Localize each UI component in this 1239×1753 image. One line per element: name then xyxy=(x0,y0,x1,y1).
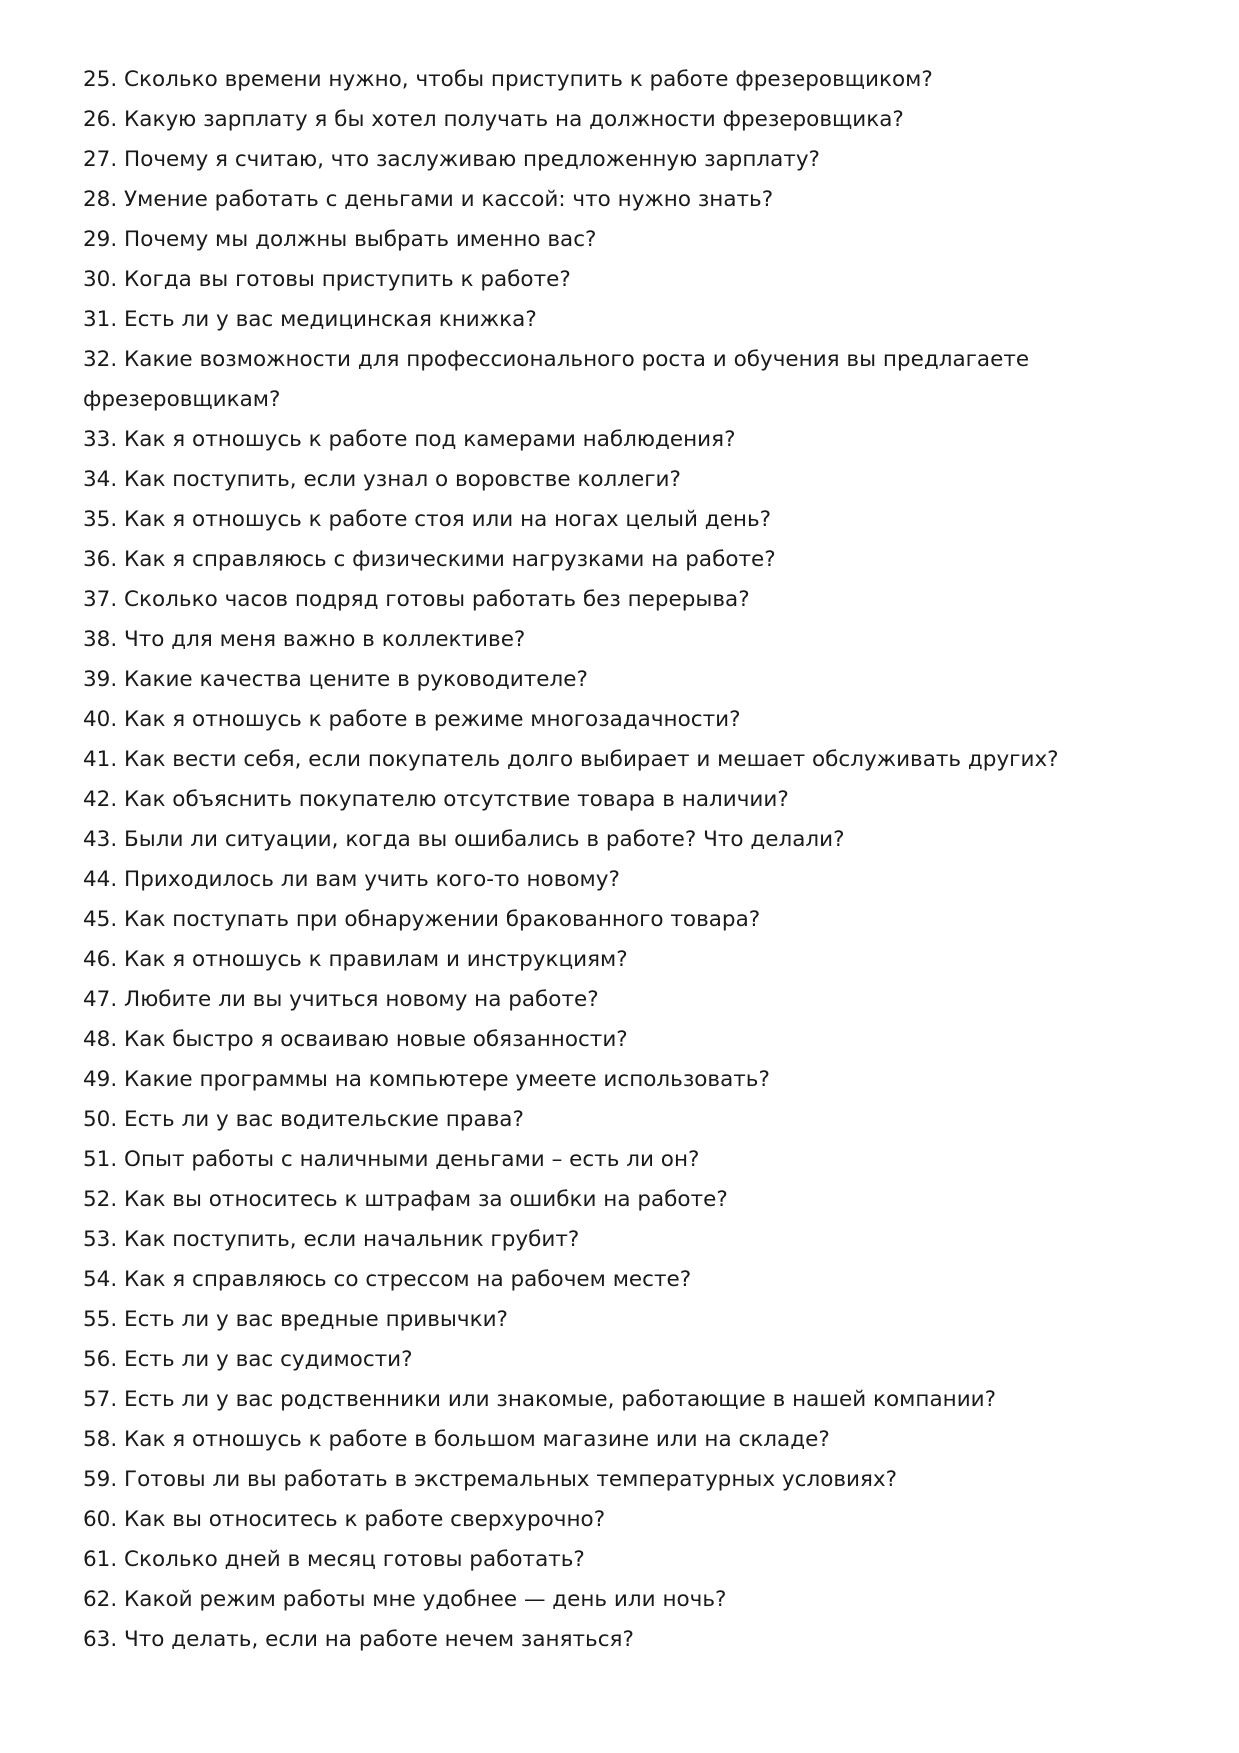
question-item: 39. Какие качества цените в руководителе? xyxy=(83,667,588,692)
question-item: 63. Что делать, если на работе нечем заняться? xyxy=(83,1627,634,1652)
question-item: 51. Опыт работы с наличными деньгами – есть ли он? xyxy=(83,1147,700,1172)
question-item: 38. Что для меня важно в коллективе? xyxy=(83,627,526,652)
question-item: 47. Любите ли вы учиться новому на работе? xyxy=(83,987,599,1012)
question-item: 34. Как поступить, если узнал о воровстве коллеги? xyxy=(83,467,681,492)
question-item: 44. Приходилось ли вам учить кого-то новому? xyxy=(83,867,620,892)
question-item: 29. Почему мы должны выбрать именно вас? xyxy=(83,227,597,252)
question-list xyxy=(83,60,1173,1660)
question-item: 42. Как объяснить покупателю отсутствие товара в наличии? xyxy=(83,787,789,812)
question-item: 35. Как я отношусь к работе стоя или на ногах целый день? xyxy=(83,507,772,532)
question-item: 27. Почему я считаю, что заслуживаю предложенную зарплату? xyxy=(83,147,820,172)
question-item: 57. Есть ли у вас родственники или знакомые, работающие в нашей компании? xyxy=(83,1387,997,1412)
question-item: 45. Как поступать при обнаружении бракованного товара? xyxy=(83,907,761,932)
question-item: 37. Сколько часов подряд готовы работать без перерыва? xyxy=(83,587,750,612)
question-item: 41. Как вести себя, если покупатель долго выбирает и мешает обслуживать других? xyxy=(83,747,1059,772)
question-item: 36. Как я справляюсь с физическими нагрузками на работе? xyxy=(83,547,776,572)
question-item: 52. Как вы относитесь к штрафам за ошибки на работе? xyxy=(83,1187,728,1212)
question-item: 48. Как быстро я осваиваю новые обязанности? xyxy=(83,1027,628,1052)
question-item: 28. Умение работать с деньгами и кассой: что нужно знать? xyxy=(83,187,774,212)
question-item: 61. Сколько дней в месяц готовы работать? xyxy=(83,1547,585,1572)
question-item: 46. Как я отношусь к правилам и инструкциям? xyxy=(83,947,628,972)
question-item: 30. Когда вы готовы приступить к работе? xyxy=(83,267,571,292)
question-item: 53. Как поступить, если начальник грубит? xyxy=(83,1227,580,1252)
question-item: 49. Какие программы на компьютере умеете использовать? xyxy=(83,1067,770,1092)
question-item: 54. Как я справляюсь со стрессом на рабочем месте? xyxy=(83,1267,692,1292)
question-item: 31. Есть ли у вас медицинская книжка? xyxy=(83,307,537,332)
question-item: 60. Как вы относитесь к работе сверхурочно? xyxy=(83,1507,606,1532)
question-item: 62. Какой режим работы мне удобнее — день или ночь? xyxy=(83,1587,727,1612)
question-item: 40. Как я отношусь к работе в режиме многозадачности? xyxy=(83,707,741,732)
question-item: 32. Какие возможности для профессионального роста и обучения вы предлагаете фрезеровщикам? xyxy=(83,347,1030,412)
question-item: 58. Как я отношусь к работе в большом магазине или на складе? xyxy=(83,1427,830,1452)
question-item: 33. Как я отношусь к работе под камерами наблюдения? xyxy=(83,427,736,452)
question-item: 59. Готовы ли вы работать в экстремальных температурных условиях? xyxy=(83,1467,898,1492)
question-item: 26. Какую зарплату я бы хотел получать на должности фрезеровщика? xyxy=(83,107,904,132)
question-item: 50. Есть ли у вас водительские права? xyxy=(83,1107,524,1132)
question-item: 43. Были ли ситуации, когда вы ошибались в работе? Что делали? xyxy=(83,827,845,852)
question-item: 55. Есть ли у вас вредные привычки? xyxy=(83,1307,508,1332)
question-item: 25. Сколько времени нужно, чтобы приступить к работе фрезеровщиком? xyxy=(83,67,933,92)
question-item: 56. Есть ли у вас судимости? xyxy=(83,1347,413,1372)
